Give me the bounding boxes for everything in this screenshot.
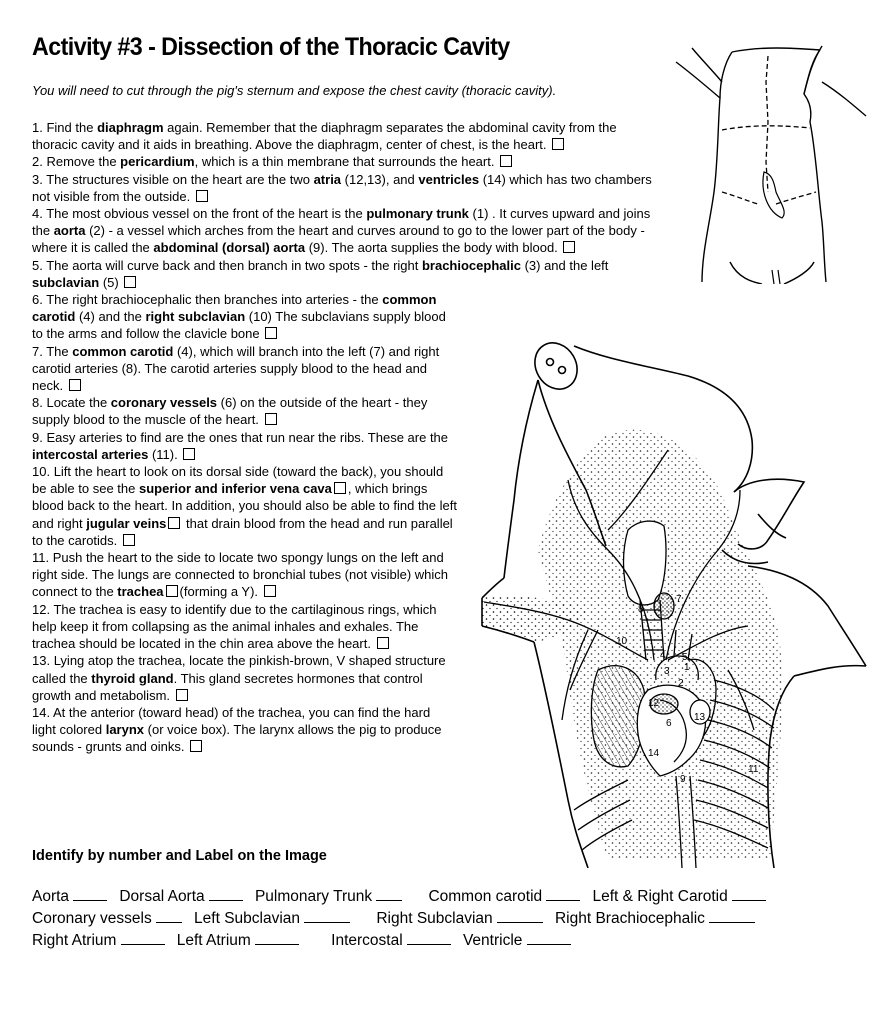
diagram-label-8: 8 bbox=[638, 604, 644, 615]
diagram-label-6: 6 bbox=[666, 718, 672, 729]
step-checkbox[interactable] bbox=[176, 689, 188, 701]
step-text: Lift the heart to look on its dorsal side (toward the back), you should be able to see the bbox=[32, 464, 444, 497]
step-2 bbox=[32, 153, 657, 170]
step-5 bbox=[32, 257, 657, 291]
step-text: The bbox=[46, 343, 73, 359]
step-number: 12. bbox=[32, 601, 54, 617]
label-name: Right Atrium bbox=[32, 932, 121, 949]
step-text: (11). bbox=[148, 446, 178, 462]
step-text: (1) . It curves upward and joins the bbox=[32, 206, 651, 239]
step-number: 3. bbox=[32, 171, 47, 187]
step-7 bbox=[32, 343, 457, 395]
label-name: Aorta bbox=[32, 888, 74, 905]
step-text: At the anterior (toward head) of the trachea, you can find the hard light colored bbox=[32, 704, 431, 738]
step-text: (3) and the left bbox=[520, 257, 609, 273]
diagram-label-5: 5 bbox=[682, 652, 688, 663]
key-term: pericardium bbox=[120, 154, 195, 170]
label-name: Left Atrium bbox=[176, 932, 256, 949]
key-term: atria bbox=[313, 171, 342, 187]
answer-blank[interactable] bbox=[732, 886, 766, 901]
step-checkbox[interactable] bbox=[377, 637, 389, 649]
step-text: (6) on the outside of the heart - they supply blood to the muscle of the heart. bbox=[32, 395, 428, 428]
answer-blank[interactable] bbox=[407, 930, 451, 945]
step-text: Lying atop the trachea, locate the pinkish-brown, V shaped structure called the bbox=[32, 653, 446, 686]
diagram-label-1: 1 bbox=[684, 662, 690, 673]
key-term: intercostal arteries bbox=[32, 446, 149, 462]
label-item bbox=[376, 908, 543, 930]
label-name: Coronary vessels bbox=[32, 910, 157, 927]
step-number: 7. bbox=[32, 343, 47, 359]
step-checkbox[interactable] bbox=[123, 534, 135, 546]
key-term: thyroid gland bbox=[91, 670, 174, 686]
step-checkbox[interactable] bbox=[190, 740, 202, 752]
key-term: diaphragm bbox=[97, 120, 164, 135]
step-text: , which brings blood back to the heart. In addition, you should also be able to find the left and right bbox=[32, 481, 457, 531]
key-term: subclavian bbox=[32, 274, 100, 290]
step-text: that drain blood from the head and run parallel to the carotids. bbox=[32, 515, 453, 548]
label-item bbox=[255, 886, 402, 908]
diagram-label-2: 2 bbox=[678, 678, 684, 689]
intro-text: You will need to cut through the pig's sternum and expose the chest cavity (thoracic cavity). bbox=[32, 83, 557, 98]
step-text: (10) The subclavians supply blood to the arms and follow the clavicle bone bbox=[32, 309, 446, 342]
step-text: . This gland secretes hormones that control growth and metabolism. bbox=[32, 670, 423, 703]
step-text: (4) and the bbox=[75, 309, 146, 325]
dissection-diagram bbox=[478, 330, 870, 868]
diagram-label-12: 12 bbox=[648, 698, 660, 709]
step-text: The right brachiocephalic then branches into arteries - the bbox=[46, 292, 383, 308]
key-term: superior and inferior vena cava bbox=[138, 481, 332, 497]
label-item bbox=[463, 930, 571, 952]
step-11 bbox=[32, 549, 457, 601]
answer-blank[interactable] bbox=[527, 930, 571, 945]
diagram-label-3: 3 bbox=[664, 666, 670, 677]
label-answer-list bbox=[32, 886, 822, 952]
step-text: The structures visible on the heart are the two bbox=[46, 171, 314, 187]
label-item bbox=[428, 886, 580, 908]
step-text: The most obvious vessel on the front of the heart is the bbox=[46, 206, 367, 222]
label-item bbox=[194, 908, 350, 930]
step-text: (5) bbox=[99, 274, 119, 290]
answer-blank[interactable] bbox=[304, 908, 350, 923]
step-text: (9). The aorta supplies the body with blood. bbox=[305, 240, 558, 256]
label-row bbox=[32, 908, 822, 930]
label-item bbox=[119, 886, 243, 908]
label-name: Common carotid bbox=[428, 888, 547, 905]
diagram-label-9: 9 bbox=[680, 774, 686, 785]
step-text: Locate the bbox=[46, 395, 111, 411]
label-name: Right Subclavian bbox=[376, 910, 497, 927]
step-8 bbox=[32, 394, 457, 428]
step-text: Find the bbox=[46, 120, 98, 135]
label-item bbox=[32, 886, 107, 908]
key-term: pulmonary trunk bbox=[366, 206, 469, 222]
step-text: again. Remember that the diaphragm separates the abdominal cavity from the thoracic cavity and it aids in breathing. Above the diaphragm, center of chest, is the heart. bbox=[32, 120, 617, 153]
answer-blank[interactable] bbox=[121, 930, 165, 945]
key-term: abdominal (dorsal) aorta bbox=[153, 240, 306, 256]
label-name: Left Subclavian bbox=[194, 910, 305, 927]
step-number: 8. bbox=[32, 395, 47, 411]
step-1 bbox=[32, 119, 657, 153]
diagram-label-14: 14 bbox=[648, 748, 660, 759]
step-6 bbox=[32, 291, 457, 343]
diagram-label-11: 11 bbox=[748, 764, 759, 775]
key-term: coronary vessels bbox=[110, 395, 218, 411]
step-checkbox[interactable] bbox=[500, 155, 512, 167]
step-12 bbox=[32, 601, 457, 653]
step-checkbox[interactable] bbox=[563, 241, 575, 253]
step-text: Easy arteries to find are the ones that run near the ribs. These are the bbox=[46, 429, 449, 445]
answer-blank[interactable] bbox=[209, 886, 243, 901]
key-term: larynx bbox=[105, 722, 145, 738]
key-term: trachea bbox=[117, 584, 164, 600]
step-3 bbox=[32, 171, 657, 205]
step-number: 10. bbox=[32, 464, 54, 480]
diagram-label-4: 4 bbox=[660, 650, 666, 661]
label-name: Left & Right Carotid bbox=[592, 888, 733, 905]
label-name: Right Brachiocephalic bbox=[554, 910, 710, 927]
key-term: common carotid bbox=[32, 292, 437, 325]
label-name: Dorsal Aorta bbox=[119, 888, 209, 905]
diagram-label-7: 7 bbox=[676, 594, 682, 605]
label-item bbox=[555, 908, 755, 930]
step-text: The trachea is easy to identify due to the cartilaginous rings, which help keep it from collapsing as the animal inhales and exhales. The trachea should be located in the chin area above the heart. bbox=[32, 601, 437, 652]
label-row bbox=[32, 930, 822, 952]
step-13 bbox=[32, 652, 457, 704]
label-item bbox=[32, 908, 182, 930]
step-number: 1. bbox=[32, 120, 47, 135]
diagram-label-10: 10 bbox=[616, 636, 628, 647]
identify-heading: Identify by number and Label on the Image bbox=[32, 848, 327, 864]
step-checkbox[interactable] bbox=[196, 190, 208, 202]
step-text: (or voice box). The larynx allows the pig to produce sounds - grunts and oinks. bbox=[32, 722, 442, 755]
step-checkbox[interactable] bbox=[552, 138, 564, 150]
step-checkbox[interactable] bbox=[183, 448, 195, 460]
key-term: brachiocephalic bbox=[421, 257, 521, 273]
answer-blank[interactable] bbox=[376, 886, 402, 901]
step-checkbox[interactable] bbox=[264, 585, 276, 597]
step-checkbox[interactable] bbox=[265, 327, 277, 339]
label-name: Pulmonary Trunk bbox=[254, 888, 377, 905]
step-checkbox[interactable] bbox=[69, 379, 81, 391]
step-checkbox[interactable] bbox=[265, 413, 277, 425]
step-9 bbox=[32, 429, 457, 463]
label-item bbox=[32, 930, 165, 952]
checkbox-icon[interactable] bbox=[166, 585, 178, 597]
label-row bbox=[32, 886, 822, 908]
label-name: Ventricle bbox=[462, 932, 527, 949]
step-number: 9. bbox=[32, 429, 47, 445]
step-number: 4. bbox=[32, 206, 47, 222]
checkbox-icon[interactable] bbox=[334, 482, 346, 494]
pig-outline-figure bbox=[672, 42, 872, 284]
key-term: right subclavian bbox=[145, 309, 246, 325]
step-number: 5. bbox=[32, 257, 47, 273]
step-checkbox[interactable] bbox=[124, 276, 136, 288]
key-term: aorta bbox=[53, 223, 86, 239]
label-item bbox=[592, 886, 766, 908]
key-term: jugular veins bbox=[86, 515, 167, 531]
step-text: Remove the bbox=[46, 154, 121, 170]
diagram-label-13: 13 bbox=[694, 712, 706, 723]
label-name: Intercostal bbox=[331, 932, 407, 949]
step-text: The aorta will curve back and then branch in two spots - the right bbox=[46, 257, 422, 273]
answer-blank[interactable] bbox=[546, 886, 580, 901]
step-text: (4), which will branch into the left (7) and right carotid arteries (8). The carotid arteries supply blood to the head and neck. bbox=[32, 343, 440, 394]
label-item bbox=[177, 930, 299, 952]
answer-blank[interactable] bbox=[255, 930, 299, 945]
label-item bbox=[331, 930, 451, 952]
page-title: Activity #3 - Dissection of the Thoracic Cavity bbox=[32, 33, 510, 61]
step-text: Push the heart to the side to locate two spongy lungs on the left and right side. The lungs are connected to bronchial tubes (not visible) which connect to the bbox=[32, 550, 448, 600]
step-number: 13. bbox=[32, 653, 54, 669]
answer-blank[interactable] bbox=[73, 886, 107, 901]
step-text: (12,13), and bbox=[341, 171, 419, 187]
answer-blank[interactable] bbox=[497, 908, 543, 923]
step-text: , which is a thin membrane that surrounds the heart. bbox=[194, 154, 495, 170]
step-text: (14) which has two chambers not visible from the outside. bbox=[32, 171, 652, 204]
step-text: (forming a Y). bbox=[179, 584, 259, 600]
answer-blank[interactable] bbox=[156, 908, 182, 923]
step-text: (2) - a vessel which arches from the heart and curves around to go to the lower part of the body -where it is called the bbox=[32, 223, 645, 256]
answer-blank[interactable] bbox=[709, 908, 755, 923]
step-number: 6. bbox=[32, 292, 47, 308]
step-number: 11. bbox=[32, 550, 53, 566]
step-number: 2. bbox=[32, 154, 47, 170]
step-10 bbox=[32, 463, 457, 549]
step-14 bbox=[32, 704, 457, 756]
step-number: 14. bbox=[32, 704, 53, 720]
key-term: common carotid bbox=[72, 343, 174, 359]
checkbox-icon[interactable] bbox=[168, 517, 180, 529]
step-4 bbox=[32, 205, 657, 257]
key-term: ventricles bbox=[418, 171, 480, 187]
